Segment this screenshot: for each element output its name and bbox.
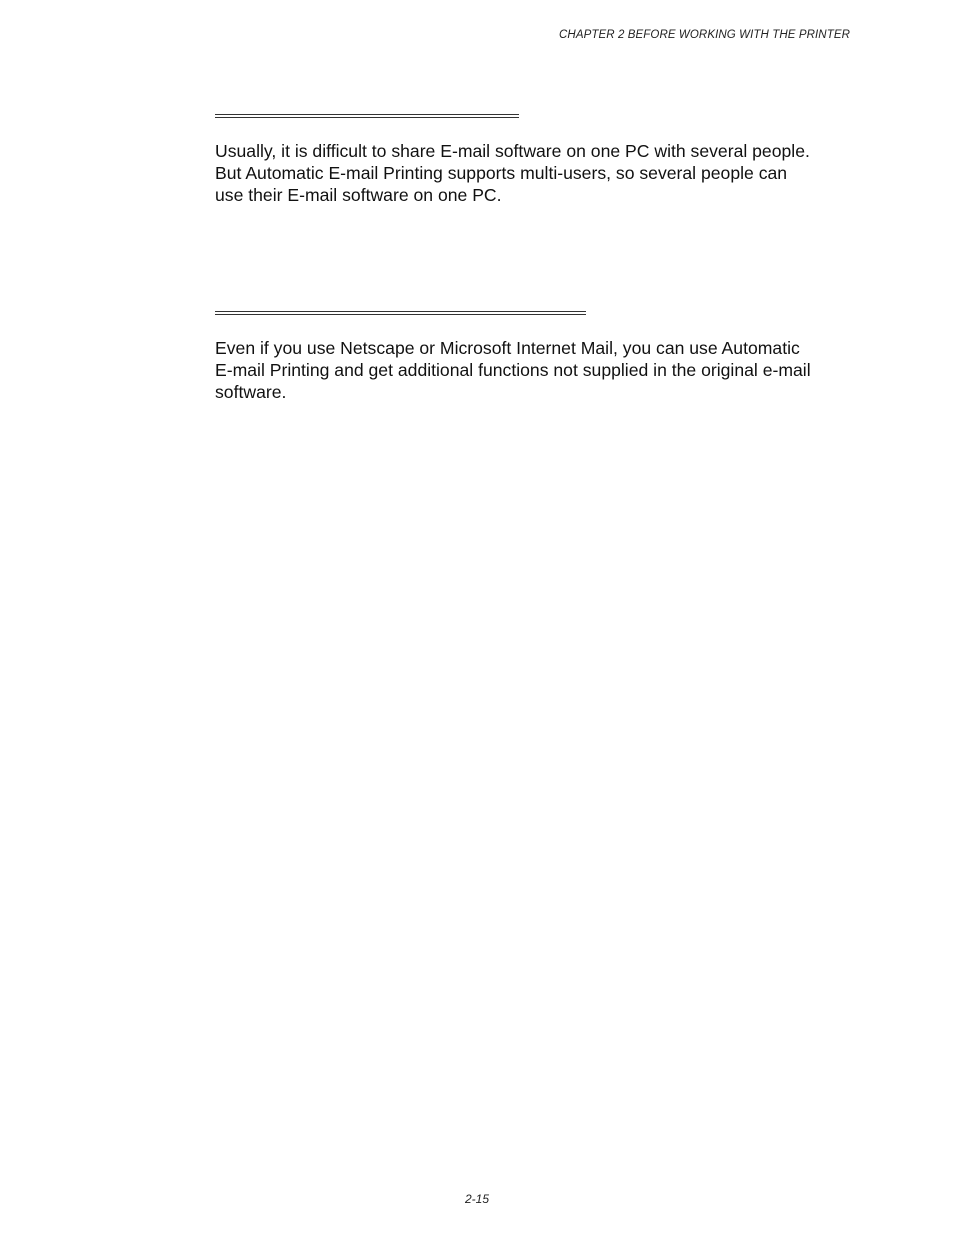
paragraph-line: But Automatic E-mail Printing supports multi-users, so several people can xyxy=(215,163,788,183)
section-paragraph xyxy=(215,337,865,403)
section-paragraph xyxy=(215,140,865,206)
section-rule xyxy=(215,311,586,315)
page-number: 2-15 xyxy=(464,1192,490,1206)
paragraph-line: Usually, it is difficult to share E-mail software on one PC with several people. xyxy=(215,141,810,161)
paragraph-line: E-mail Printing and get additional functions not supplied in the original e-mail xyxy=(215,360,811,380)
section-rule xyxy=(215,114,519,118)
paragraph-line: Even if you use Netscape or Microsoft Internet Mail, you can use Automatic xyxy=(215,338,800,358)
paragraph-line: software. xyxy=(215,382,287,402)
paragraph-line: use their E-mail software on one PC. xyxy=(215,185,502,205)
running-header: CHAPTER 2 BEFORE WORKING WITH THE PRINTER xyxy=(559,29,850,41)
